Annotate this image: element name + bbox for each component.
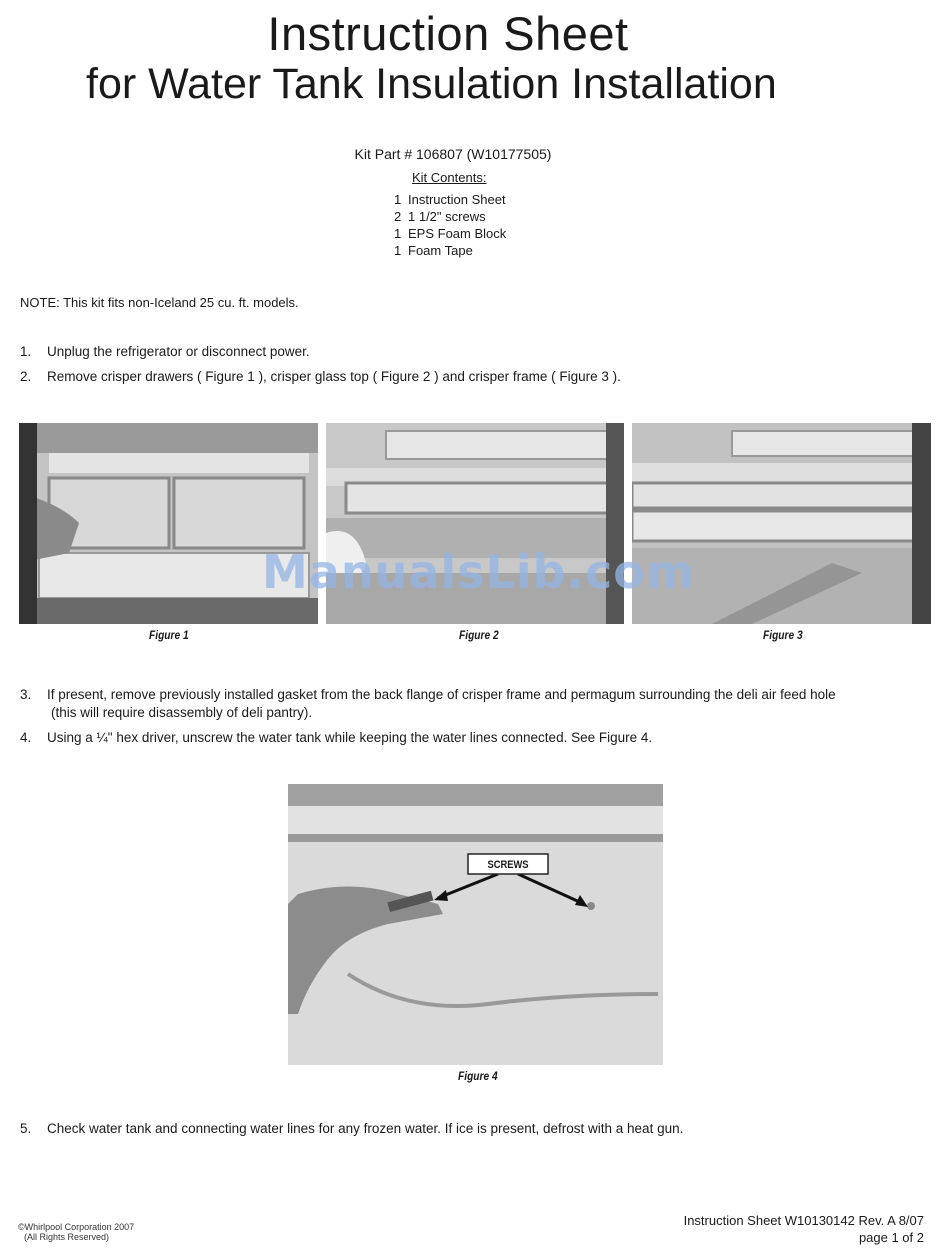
step-4: 4. Using a ¼" hex driver, unscrew the water tank while keeping the water lines connected. See Figure 4. bbox=[20, 730, 653, 745]
list-item: 2 1 1/2" screws bbox=[394, 209, 486, 224]
footer-sheet-info bbox=[684, 1212, 924, 1246]
kit-contents-list bbox=[394, 191, 506, 259]
page-title: Instruction Sheet bbox=[267, 7, 629, 60]
figure-3-caption: Figure 3 bbox=[763, 628, 803, 642]
figure-4-photo bbox=[288, 784, 663, 1065]
kit-part-number: Kit Part # 106807 (W10177505) bbox=[354, 146, 552, 162]
page-subtitle: for Water Tank Insulation Installation bbox=[86, 60, 777, 108]
list-item: 1 Instruction Sheet bbox=[394, 192, 506, 207]
list-item: 1 EPS Foam Block bbox=[394, 226, 507, 241]
sheet-number: Instruction Sheet W10130142 Rev. A 8/07 bbox=[683, 1213, 924, 1228]
step-5: 5. Check water tank and connecting water lines for any frozen water. If ice is present, defrost with a heat gun. bbox=[20, 1121, 684, 1136]
rights-text: (All Rights Reserved) bbox=[24, 1232, 110, 1242]
screws-label: SCREWS bbox=[487, 859, 529, 871]
page-number: page 1 of 2 bbox=[858, 1230, 924, 1245]
copyright-text: ©Whirlpool Corporation 2007 bbox=[18, 1222, 135, 1232]
watermark-text: ManualsLib.com bbox=[262, 545, 695, 599]
figure-2-caption: Figure 2 bbox=[459, 628, 499, 642]
step-1: 1. Unplug the refrigerator or disconnect power. bbox=[20, 344, 310, 359]
note-text: NOTE: This kit fits non-Iceland 25 cu. ft. models. bbox=[20, 295, 299, 310]
kit-contents-heading: Kit Contents: bbox=[412, 170, 487, 185]
figure-4-caption: Figure 4 bbox=[458, 1069, 498, 1083]
list-item: 1 Foam Tape bbox=[394, 243, 473, 258]
footer-copyright bbox=[18, 1222, 134, 1242]
figure-1-caption: Figure 1 bbox=[149, 628, 189, 642]
step-2: 2. Remove crisper drawers ( Figure 1 ), crisper glass top ( Figure 2 ) and crisper frame ( Figure 3 ). bbox=[20, 369, 621, 384]
step-3: 3. If present, remove previously installed gasket from the back flange of crisper frame and permagum surrounding the deli air feed hole (this will require disassembly of deli pantry). bbox=[20, 687, 836, 720]
